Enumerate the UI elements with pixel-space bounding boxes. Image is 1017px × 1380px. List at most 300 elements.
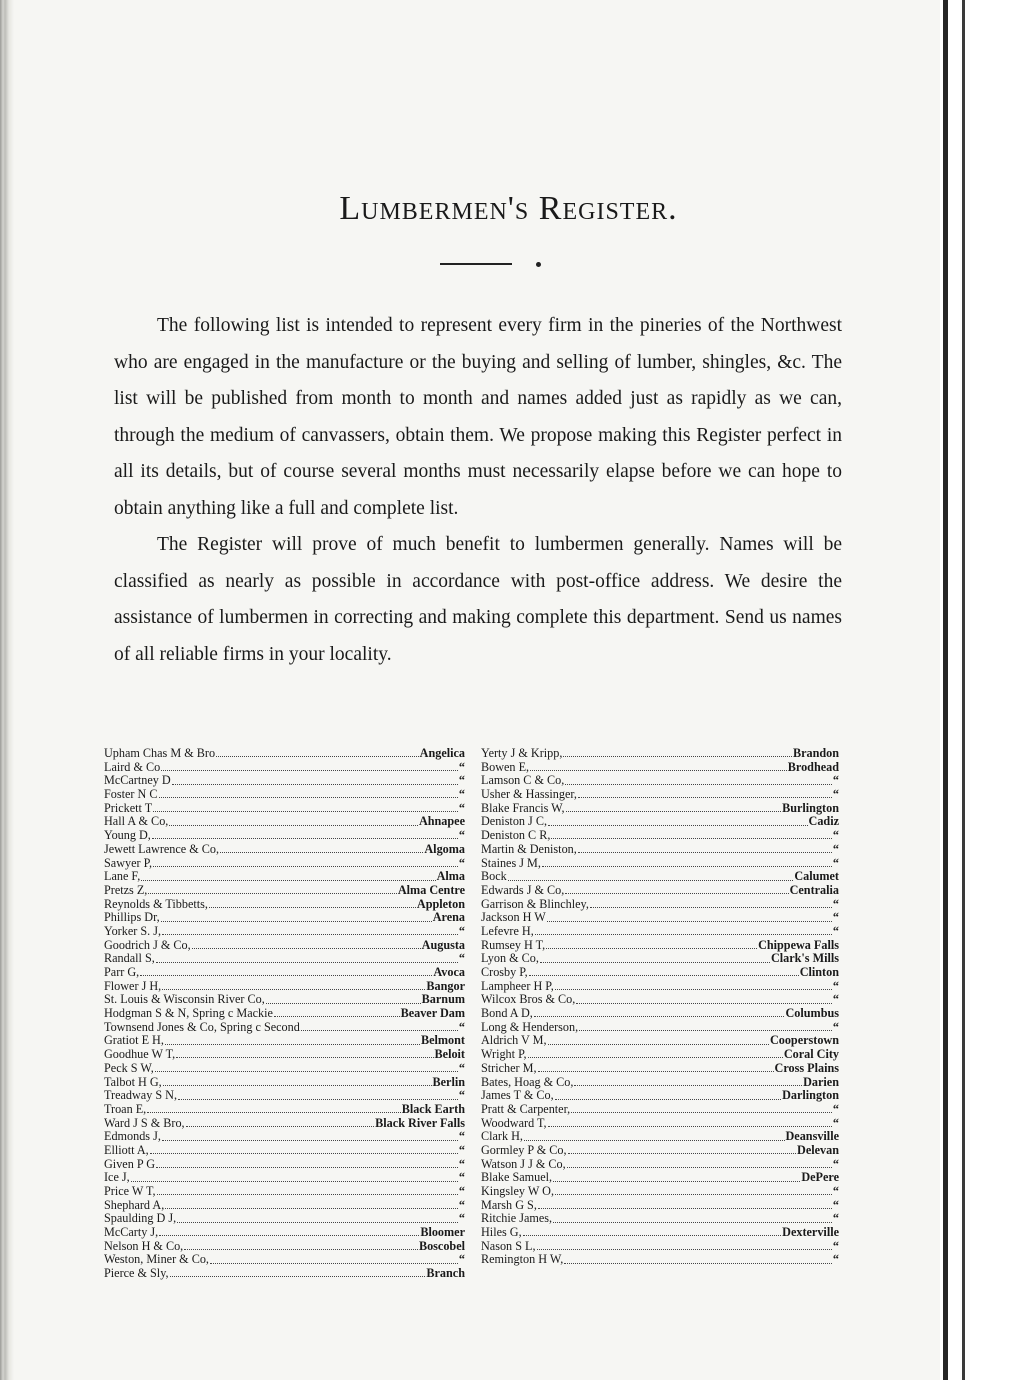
dot-leader bbox=[156, 1167, 458, 1168]
register-entry bbox=[104, 843, 465, 857]
dot-leader bbox=[301, 1030, 458, 1031]
post-office: Avoca bbox=[433, 965, 465, 979]
dot-leader bbox=[566, 811, 781, 812]
firm-name: Shephard A, bbox=[104, 1197, 165, 1212]
post-office: “ bbox=[832, 1115, 839, 1130]
register-entry bbox=[104, 788, 465, 802]
register-entry bbox=[104, 1048, 465, 1062]
firm-name: Townsend Jones & Co, Spring c Second bbox=[104, 1019, 300, 1034]
dot-leader bbox=[147, 1112, 400, 1113]
register-entry bbox=[481, 1158, 839, 1172]
firm-name: St. Louis & Wisconsin River Co, bbox=[104, 992, 265, 1007]
register-entry bbox=[104, 1021, 465, 1035]
register-entry bbox=[104, 980, 465, 994]
dot-leader bbox=[555, 1099, 781, 1100]
firm-name: Lane F, bbox=[104, 869, 141, 884]
post-office: “ bbox=[458, 1060, 465, 1075]
register-entry bbox=[104, 815, 465, 829]
firm-name: Edmonds J, bbox=[104, 1129, 161, 1144]
post-office: Cooperstown bbox=[769, 1033, 839, 1048]
post-office: Cadiz bbox=[808, 814, 839, 829]
firm-name: Lyon & Co, bbox=[481, 951, 539, 966]
post-office: Appleton bbox=[416, 896, 465, 911]
dot-leader bbox=[564, 1263, 832, 1264]
dot-leader bbox=[579, 1030, 832, 1031]
firm-name: Rumsey H T, bbox=[481, 937, 546, 952]
post-office: Boscobel bbox=[418, 1238, 465, 1253]
register-entry bbox=[104, 1130, 465, 1144]
register-entry bbox=[481, 1253, 839, 1267]
register-column-right bbox=[481, 747, 839, 1267]
dot-leader bbox=[578, 852, 832, 853]
register-entry bbox=[481, 802, 839, 816]
firm-name: Nelson H & Co, bbox=[104, 1238, 184, 1253]
register-entry bbox=[104, 1240, 465, 1254]
firm-name: Gormley P & Co, bbox=[481, 1142, 567, 1157]
firm-name: Kingsley W O, bbox=[481, 1184, 555, 1198]
register-entry bbox=[481, 966, 839, 980]
register-entry bbox=[481, 1226, 839, 1240]
dot-leader bbox=[530, 770, 787, 771]
post-office: Dexterville bbox=[782, 1225, 839, 1240]
firm-name: Peck S W, bbox=[104, 1060, 154, 1075]
title-divider-ornament bbox=[536, 262, 541, 267]
post-office: Augusta bbox=[421, 937, 465, 952]
firm-name: Goodrich J & Co, bbox=[104, 937, 191, 952]
register-entry bbox=[481, 1144, 839, 1158]
dot-leader bbox=[177, 1222, 458, 1223]
firm-name: Yerty J & Kripp, bbox=[481, 746, 563, 760]
register-entry bbox=[104, 1253, 465, 1267]
register-entry bbox=[481, 761, 839, 775]
register-entry bbox=[481, 1185, 839, 1199]
post-office: “ bbox=[458, 759, 465, 774]
firm-name: McCarty J, bbox=[104, 1225, 159, 1240]
dot-leader bbox=[574, 1085, 802, 1086]
register-column-left bbox=[104, 747, 465, 1281]
firm-name: Randall S, bbox=[104, 951, 155, 966]
post-office: “ bbox=[832, 828, 839, 843]
firm-name: Hall A & Co, bbox=[104, 814, 169, 829]
register-entry bbox=[104, 884, 465, 898]
post-office: Clinton bbox=[799, 965, 839, 979]
dot-leader bbox=[576, 1003, 832, 1004]
post-office: “ bbox=[458, 1142, 465, 1157]
firm-name: Ice J, bbox=[104, 1170, 130, 1185]
register-entry bbox=[481, 1171, 839, 1185]
register-entry bbox=[481, 1240, 839, 1254]
dot-leader bbox=[153, 866, 458, 867]
post-office: “ bbox=[832, 1156, 839, 1171]
register-entry bbox=[481, 1199, 839, 1213]
register-entry bbox=[104, 774, 465, 788]
register-entry bbox=[481, 911, 839, 925]
dot-leader bbox=[155, 1071, 458, 1072]
register-entry bbox=[104, 1185, 465, 1199]
dot-leader bbox=[210, 1263, 458, 1264]
post-office: Belmont bbox=[420, 1033, 465, 1048]
firm-name: Ward J S & Bro, bbox=[104, 1115, 185, 1130]
dot-leader bbox=[565, 893, 788, 894]
register-entry bbox=[104, 1076, 465, 1090]
dot-leader bbox=[523, 1235, 782, 1236]
dot-leader bbox=[165, 1208, 458, 1209]
firm-name: Woodward T, bbox=[481, 1115, 547, 1130]
firm-name: Watson J J & Co, bbox=[481, 1156, 566, 1171]
register-entry bbox=[104, 1171, 465, 1185]
post-office: Branch bbox=[426, 1266, 465, 1281]
register-entry bbox=[104, 925, 465, 939]
dot-leader bbox=[169, 825, 418, 826]
register-entry bbox=[481, 1021, 839, 1035]
post-office: “ bbox=[458, 787, 465, 802]
dot-leader bbox=[153, 811, 458, 812]
firm-name: Stricher M, bbox=[481, 1060, 537, 1075]
post-office: “ bbox=[458, 1129, 465, 1144]
post-office: Ahnapee bbox=[418, 814, 465, 829]
dot-leader bbox=[159, 1235, 419, 1236]
register-entry bbox=[481, 829, 839, 843]
post-office: “ bbox=[458, 1019, 465, 1034]
firm-name: Edwards J & Co, bbox=[481, 882, 565, 897]
firm-name: Long & Henderson, bbox=[481, 1019, 579, 1034]
dot-leader bbox=[141, 880, 435, 881]
register-entry bbox=[481, 898, 839, 912]
firm-name: Blake Francis W, bbox=[481, 800, 565, 815]
post-office: Columbus bbox=[785, 1006, 839, 1021]
page-title: Lumbermen's Register. bbox=[339, 190, 678, 227]
firm-name: James T & Co, bbox=[481, 1088, 554, 1103]
post-office: “ bbox=[458, 1211, 465, 1226]
firm-name: Weston, Miner & Co, bbox=[104, 1252, 209, 1267]
firm-name: Laird & Co bbox=[104, 759, 161, 774]
post-office: Clark's Mills bbox=[770, 951, 839, 966]
firm-name: Lampheer H P, bbox=[481, 978, 554, 993]
post-office: “ bbox=[832, 978, 839, 993]
firm-name: Foster N C bbox=[104, 787, 158, 802]
firm-name: Martin & Deniston, bbox=[481, 841, 577, 856]
register-entry bbox=[481, 1103, 839, 1117]
title-divider bbox=[440, 263, 512, 265]
post-office: DePere bbox=[801, 1170, 839, 1185]
firm-name: Parr G, bbox=[104, 965, 140, 979]
firm-name: Phillips Dr, bbox=[104, 910, 160, 925]
dot-leader bbox=[150, 1153, 458, 1154]
dot-leader bbox=[216, 756, 419, 757]
dot-leader bbox=[148, 893, 397, 894]
post-office: “ bbox=[832, 1211, 839, 1226]
register-entry bbox=[104, 802, 465, 816]
dot-leader bbox=[548, 825, 808, 826]
dot-leader bbox=[546, 948, 757, 949]
dot-leader bbox=[553, 1181, 800, 1182]
firm-name: Usher & Hassinger, bbox=[481, 787, 577, 802]
firm-name: Flower J H, bbox=[104, 978, 162, 993]
post-office: “ bbox=[832, 910, 839, 925]
post-office: “ bbox=[458, 1252, 465, 1267]
register-entry bbox=[104, 761, 465, 775]
firm-name: Price W T, bbox=[104, 1184, 156, 1198]
post-office: “ bbox=[458, 1156, 465, 1171]
register-entry bbox=[104, 1144, 465, 1158]
firm-name: Upham Chas M & Bro bbox=[104, 746, 216, 760]
post-office: “ bbox=[832, 923, 839, 938]
firm-name: Crosby P, bbox=[481, 965, 528, 979]
firm-name: Remington H W, bbox=[481, 1252, 564, 1267]
firm-name: Staines J M, bbox=[481, 855, 541, 870]
register-entry bbox=[104, 747, 465, 761]
register-entry bbox=[104, 1089, 465, 1103]
dot-leader bbox=[547, 921, 832, 922]
post-office: Burlington bbox=[782, 800, 839, 815]
dot-leader bbox=[565, 784, 832, 785]
post-office: “ bbox=[832, 1184, 839, 1198]
register-entry bbox=[104, 1158, 465, 1172]
register-entry bbox=[481, 1076, 839, 1090]
post-office: “ bbox=[832, 992, 839, 1007]
post-office: Delevan bbox=[797, 1142, 839, 1157]
dot-leader bbox=[571, 1112, 832, 1113]
post-office: “ bbox=[458, 923, 465, 938]
intro-paragraph: The Register will prove of much benefit to lumbermen generally. Names will be classified as nearly as possible in accordance with post-office address. We desire the assistance of lumbermen in correcting and making complete this department. Send us names of all reliable firms in your locality. bbox=[114, 534, 842, 665]
post-office: Alma Centre bbox=[397, 882, 465, 897]
dot-leader bbox=[159, 797, 458, 798]
register-entry bbox=[481, 774, 839, 788]
post-office: Angelica bbox=[419, 746, 465, 760]
firm-name: Pretzs Z, bbox=[104, 882, 148, 897]
register-entry bbox=[104, 1199, 465, 1213]
register-entry bbox=[481, 980, 839, 994]
dot-leader bbox=[542, 866, 832, 867]
dot-leader bbox=[528, 1057, 783, 1058]
dot-leader bbox=[163, 1085, 432, 1086]
post-office: “ bbox=[832, 1252, 839, 1267]
register-entry bbox=[481, 1089, 839, 1103]
post-office: Brodhead bbox=[787, 759, 839, 774]
firm-name: Spaulding D J, bbox=[104, 1211, 177, 1226]
dot-leader bbox=[274, 1016, 400, 1017]
firm-name: Deniston C R, bbox=[481, 828, 551, 843]
register-entry bbox=[104, 1103, 465, 1117]
register-entry bbox=[104, 993, 465, 1007]
dot-leader bbox=[165, 1044, 420, 1045]
register-entry bbox=[104, 1267, 465, 1281]
dot-leader bbox=[529, 975, 799, 976]
post-office: “ bbox=[832, 1238, 839, 1253]
post-office: Darlington bbox=[782, 1088, 839, 1103]
dot-leader bbox=[176, 1057, 433, 1058]
post-office: “ bbox=[832, 1101, 839, 1116]
dot-leader bbox=[538, 1071, 774, 1072]
firm-name: Bond A D, bbox=[481, 1006, 533, 1021]
register-entry bbox=[481, 993, 839, 1007]
dot-leader bbox=[186, 1126, 375, 1127]
register-entry bbox=[104, 1212, 465, 1226]
dot-leader bbox=[563, 756, 792, 757]
register-entry bbox=[481, 857, 839, 871]
firm-name: Reynolds & Tibbetts, bbox=[104, 896, 208, 911]
dot-leader bbox=[590, 907, 832, 908]
post-office: “ bbox=[458, 828, 465, 843]
register-entry bbox=[481, 788, 839, 802]
register-entry bbox=[104, 898, 465, 912]
dot-leader bbox=[162, 1140, 458, 1141]
dot-leader bbox=[184, 1249, 418, 1250]
firm-name: Prickett T bbox=[104, 800, 153, 815]
dot-leader bbox=[156, 962, 458, 963]
dot-leader bbox=[535, 934, 832, 935]
post-office: Algoma bbox=[424, 841, 465, 856]
firm-name: Wilcox Bros & Co, bbox=[481, 992, 576, 1007]
register-entry bbox=[104, 1007, 465, 1021]
dot-leader bbox=[162, 989, 425, 990]
dot-leader bbox=[524, 1140, 785, 1141]
firm-name: McCartney D bbox=[104, 773, 171, 788]
firm-name: Aldrich V M, bbox=[481, 1033, 547, 1048]
intro-paragraph: The following list is intended to represent every firm in the pineries of the Northwest who are engaged in the manufacture or the buying and selling of lumber, shingles, &c. The list will be published from month to month and names added just as rapidly as we can, through the medium of canvassers, obtain them. We propose making this Register perfect in all its details, but of course several months must necessarily elapse before we can hope to obtain anything like a full and complete list. bbox=[114, 315, 842, 519]
post-office: Centralia bbox=[789, 882, 839, 897]
post-office: Brandon bbox=[792, 746, 839, 760]
register-entry bbox=[481, 925, 839, 939]
firm-name: Goodhue W T, bbox=[104, 1047, 176, 1062]
register-entry bbox=[481, 1007, 839, 1021]
register-entry bbox=[481, 1034, 839, 1048]
register-entry bbox=[104, 952, 465, 966]
firm-name: Hiles G, bbox=[481, 1225, 522, 1240]
dot-leader bbox=[578, 797, 832, 798]
firm-name: Bowen E, bbox=[481, 759, 530, 774]
firm-name: Blake Samuel, bbox=[481, 1170, 553, 1185]
dot-leader bbox=[266, 1003, 421, 1004]
firm-name: Marsh G S, bbox=[481, 1197, 537, 1212]
dot-leader bbox=[172, 784, 458, 785]
register-entry bbox=[104, 829, 465, 843]
firm-name: Wright P, bbox=[481, 1047, 527, 1062]
firm-name: Elliott A, bbox=[104, 1142, 149, 1157]
dot-leader bbox=[220, 852, 423, 853]
firm-name: Ritchie James, bbox=[481, 1211, 553, 1226]
firm-name: Nason S L, bbox=[481, 1238, 536, 1253]
post-office: “ bbox=[832, 787, 839, 802]
post-office: Bangor bbox=[426, 978, 465, 993]
register-entry bbox=[104, 911, 465, 925]
post-office: “ bbox=[832, 1019, 839, 1034]
dot-leader bbox=[508, 880, 794, 881]
dot-leader bbox=[157, 1194, 458, 1195]
firm-name: Gratiot E H, bbox=[104, 1033, 164, 1048]
firm-name: Given P G bbox=[104, 1156, 156, 1171]
firm-name: Troan E, bbox=[104, 1101, 147, 1116]
register-entry bbox=[104, 1226, 465, 1240]
post-office: Coral City bbox=[783, 1047, 839, 1062]
post-office: “ bbox=[458, 951, 465, 966]
dot-leader bbox=[162, 934, 458, 935]
post-office: Calumet bbox=[794, 869, 839, 884]
post-office: “ bbox=[832, 855, 839, 870]
post-office: Black Earth bbox=[401, 1101, 465, 1116]
register-entry bbox=[104, 1117, 465, 1131]
firm-name: Bock bbox=[481, 869, 507, 884]
dot-leader bbox=[567, 1167, 832, 1168]
dot-leader bbox=[538, 1208, 832, 1209]
post-office: “ bbox=[832, 773, 839, 788]
register-entry bbox=[481, 1062, 839, 1076]
dot-leader bbox=[553, 1222, 832, 1223]
register-entry bbox=[481, 952, 839, 966]
dot-leader bbox=[555, 1194, 832, 1195]
post-office: Chippewa Falls bbox=[758, 937, 839, 952]
firm-name: Talbot H G, bbox=[104, 1074, 162, 1089]
dot-leader bbox=[568, 1153, 796, 1154]
post-office: “ bbox=[832, 896, 839, 911]
register-entry bbox=[104, 1034, 465, 1048]
post-office: “ bbox=[458, 800, 465, 815]
firm-name: Pierce & Sly, bbox=[104, 1266, 169, 1281]
firm-name: Young D, bbox=[104, 828, 151, 843]
register-entry bbox=[481, 1212, 839, 1226]
register-entry bbox=[481, 884, 839, 898]
post-office: “ bbox=[832, 841, 839, 856]
dot-leader bbox=[131, 1181, 458, 1182]
firm-name: Jackson H W bbox=[481, 910, 546, 925]
post-office: “ bbox=[458, 1088, 465, 1103]
firm-name: Jewett Lawrence & Co, bbox=[104, 841, 220, 856]
dot-leader bbox=[548, 1126, 832, 1127]
post-office: Beaver Dam bbox=[400, 1006, 465, 1021]
register-entry bbox=[481, 870, 839, 884]
post-office: “ bbox=[458, 855, 465, 870]
firm-name: Treadway S N, bbox=[104, 1088, 178, 1103]
firm-name: Hodgman S & N, Spring c Mackie bbox=[104, 1006, 273, 1021]
firm-name: Sawyer P, bbox=[104, 855, 153, 870]
post-office: “ bbox=[458, 773, 465, 788]
intro-text bbox=[114, 308, 842, 673]
register-entry bbox=[481, 1117, 839, 1131]
post-office: Berlin bbox=[432, 1074, 465, 1089]
register-entry bbox=[104, 939, 465, 953]
register-entry bbox=[104, 857, 465, 871]
post-office: Black River Falls bbox=[375, 1115, 465, 1130]
register-entry bbox=[104, 870, 465, 884]
post-office: Barnum bbox=[421, 992, 465, 1007]
post-office: Darien bbox=[803, 1074, 839, 1089]
firm-name: Deniston J C, bbox=[481, 814, 548, 829]
post-office: Deansville bbox=[785, 1129, 839, 1144]
post-office: “ bbox=[458, 1197, 465, 1212]
dot-leader bbox=[555, 989, 832, 990]
dot-leader bbox=[209, 907, 416, 908]
register-entry bbox=[481, 939, 839, 953]
firm-name: Lefevre H, bbox=[481, 923, 534, 938]
dot-leader bbox=[537, 1249, 832, 1250]
register-entry bbox=[481, 747, 839, 761]
dot-leader bbox=[140, 975, 432, 976]
post-office: “ bbox=[832, 1197, 839, 1212]
post-office: Arena bbox=[432, 910, 465, 925]
firm-name: Garrison & Blinchley, bbox=[481, 896, 589, 911]
post-office: “ bbox=[458, 1170, 465, 1185]
dot-leader bbox=[152, 838, 458, 839]
register-entry bbox=[481, 1048, 839, 1062]
register-entry bbox=[104, 1062, 465, 1076]
post-office: Bloomer bbox=[420, 1225, 465, 1240]
dot-leader bbox=[170, 1276, 426, 1277]
dot-leader bbox=[161, 921, 432, 922]
firm-name: Pratt & Carpenter, bbox=[481, 1101, 571, 1116]
post-office: “ bbox=[458, 1184, 465, 1198]
dot-leader bbox=[534, 1016, 785, 1017]
register-entry bbox=[481, 1130, 839, 1144]
